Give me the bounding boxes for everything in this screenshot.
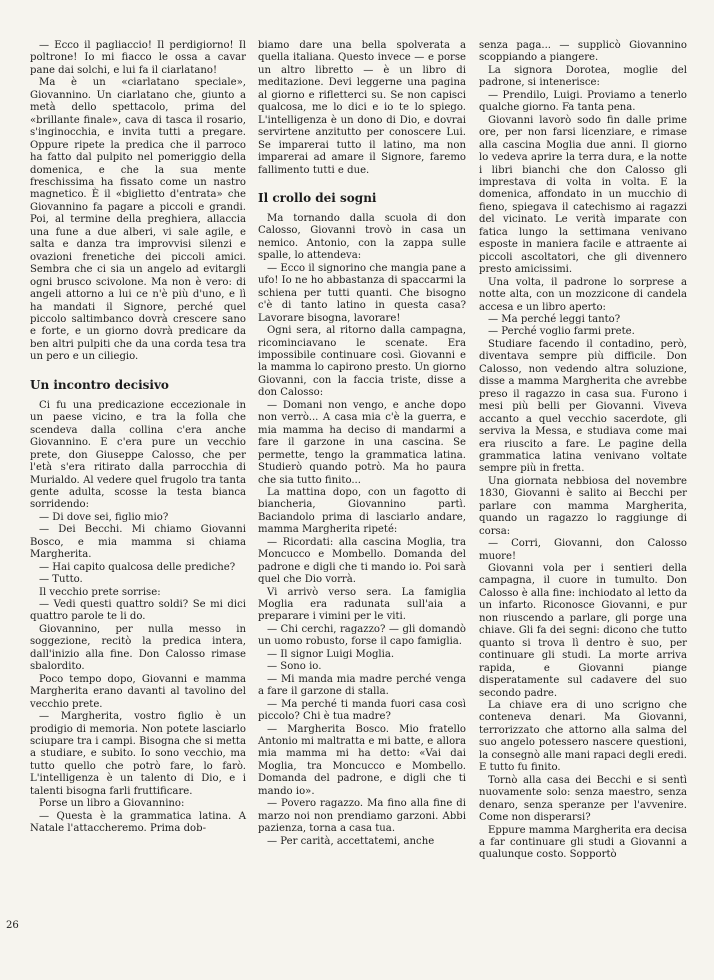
section-heading: Un incontro decisivo (30, 377, 169, 392)
paragraph: — Ecco il signorino che mangia pane a ufo! Io ne ho abbastanza di spaccarmi la schiena per tutti quanti. Che bisogno c'è di tanto latino in questa casa? Lavorare bisogna, lavorare! (258, 262, 466, 324)
paragraph: Vi arrivò verso sera. La famiglia Moglia era radunata sull'aia a preparare i vimini per le viti. (258, 586, 466, 623)
paragraph: — Margherita Bosco. Mio fratello Antonio mi maltratta e mi batte, e allora mia mamma mi ha detto: «Vai dai Moglia, tra Moncucco e Mombello. Domanda del padrone, e digli che ti mando io». (258, 723, 466, 797)
paragraph: La signora Dorotea, moglie del padrone, si intenerisce: (479, 64, 687, 89)
text-column-2 (258, 40, 466, 848)
paragraph: — Ricordati: alla cascina Moglia, tra Moncucco e Mombello. Domanda del padrone e digli che ti mando io. Poi sarà quel che Dio vorrà. (258, 536, 466, 586)
paragraph: — Corri, Giovanni, don Calosso muore! (479, 538, 687, 562)
paragraph: — Prendilo, Luigi. Proviamo a tenerlo qualche giorno. Fa tanta pena. (479, 89, 687, 114)
paragraph: senza paga... — supplicò Giovannino scoppiando a piangere. (479, 40, 687, 64)
paragraph: Una volta, il padrone lo sorprese a notte alta, con un mozzicone di candela accesa e un libro aperto: (479, 276, 687, 313)
paragraph: — Per carità, accettatemi, anche (267, 835, 435, 847)
paragraph: Poco tempo dopo, Giovanni e mamma Margherita erano davanti al tavolino del vecchio prete. (30, 673, 246, 710)
paragraph: biamo dare una bella spolverata a quella italiana. Questo invece — e porse un altro libretto — è un libro di meditazione. Devi leggerne una pagina al giorno e rifletterci su. Se non capisci qualcosa, me lo dici e io te lo spiego. L'intelligenza è un dono di Dio, e dovrai servirtene anzitutto per conoscere Lui. Se imparerai tutto il latino, ma non imparerai ad amare il Signore, faremo fallimento tutti e due. (258, 40, 466, 176)
paragraph: La chiave era di uno scrigno che conteneva denari. Ma Giovanni, terrorizzato che attorno alla salma del suo angelo potessero nascere questioni, la consegnò alle mani rapaci degli eredi. E tutto fu finito. (479, 700, 687, 774)
paragraph: Ma è un «ciarlatano speciale», Giovannino. Un ciarlatano che, giunto a metà dello spettacolo, prima del «brillante finale», cava di tasca il rosario, s'inginocchia, e invita tutti a pregare. Oppure ripete la predica che il parroco ha fatto dal pulpito nel pomeriggio della domenica, e che la sua mente freschissima ha fissato come un nastro magnetico. È il «biglietto d'entrata» che Giovannino fa pagare a piccoli e grandi. Poi, al termine della preghiera, allaccia una fune a due alberi, vi sale agile, e salta e danza tra improvvisi silenzi e ovazioni frenetiche dei piccoli amici. Sembra che ci sia un angelo ad evitargli ogni brusco scivolone. Ma non è vero: di angeli attorno a lui ce n'è più d'uno, e lì ha mandati il Signore, perché quel piccolo saltimbanco dovrà crescere sano e forte, e un giorno dovrà predicare da ben altri pulpiti che da una corda tesa tra un pero e un ciliegio. (30, 77, 246, 363)
paragraph: — Dei Becchi. Mi chiamo Giovanni Bosco, e mia mamma si chiama Margherita. (30, 524, 246, 561)
paragraph: Giovanni lavorò sodo fin dalle prime ore, per non farsi licenziare, e rimase alla cascina Moglia due anni. Il giorno lo vedeva aprire la terra dura, e la notte i libri bianchi che don Calosso gli imprestava di volta in volta. E la domenica, affondato in un mucchio di fieno, spiegava il catechismo ai ragazzi del vicinato. Le verità imparate con fatica lungo la settimana venivano esposte in maniera facile e attraente ai piccoli ascoltatori, che gli divennero presto amicissimi. (479, 114, 687, 276)
paragraph: Eppure mamma Margherita era decisa a far continuare gli studi a Giovanni a qualunque costo. Sopportò (479, 824, 687, 861)
paragraph: — Tutto. (39, 574, 83, 586)
paragraph: Una giornata nebbiosa del novembre 1830, Giovanni è salito ai Becchi per parlare con mamma Margherita, quando un ragazzo lo raggiunge di corsa: (479, 475, 687, 537)
paragraph: — Sono io. (267, 661, 322, 673)
paragraph: — Ecco il pagliaccio! Il perdigiorno! Il poltrone! Io mi fiacco le ossa a cavar pane dai solchi, e lui fa il ciarlatano! (30, 40, 246, 76)
paragraph: Ogni sera, al ritorno dalla campagna, ricominciavano le scenate. Era impossibile continuare così. Giovanni e la mamma lo capirono presto. Un giorno Giovanni, con la faccia triste, disse a don Calosso: (258, 325, 466, 399)
text-column-1 (30, 40, 246, 836)
paragraph: — Vedi questi quattro soldi? Se mi dici quattro parole te li do. (30, 599, 246, 623)
paragraph: La mattina dopo, con un fagotto di biancheria, Giovannino partì. Baciandolo prima di lasciarlo andare, mamma Margherita ripeté: (258, 486, 466, 536)
paragraph: — Questa è la grammatica latina. A Natale l'attaccheremo. Prima dob- (30, 810, 246, 835)
paragraph: Giovannino, per nulla messo in soggezione, recitò la predica intera, dall'inizio alla fine. Don Calosso rimase sbalordito. (30, 623, 246, 673)
paragraph: — Il signor Luigi Moglia. (267, 648, 395, 660)
text-column-3 (479, 40, 687, 862)
paragraph: Studiare facendo il contadino, però, diventava sempre più difficile. Don Calosso, non vedendo altra soluzione, disse a mamma Margherita che avrebbe preso il ragazzo in casa sua. Furono i mesi più belli per Giovanni. Viveva accanto a quel vecchio sacerdote, gli serviva la Messa, e studiava come mai era riuscito a fare. Le pagine della grammatica latina venivano voltate sempre più in fretta. (479, 338, 687, 475)
paragraph: — Hai capito qualcosa delle prediche? (39, 561, 236, 573)
paragraph: Porse un libro a Giovannino: (39, 798, 185, 810)
paragraph: — Margherita, vostro figlio è un prodigio di memoria. Non potete lasciarlo sciupare tra i campi. Bisogna che si metta a studiare, e subito. Io sono vecchio, ma tutto quello che potrò fare, lo farò. L'intelligenza è un talento di Dio, e i talenti bisogna farli fruttificare. (30, 711, 246, 797)
paragraph: — Ma perché ti manda fuori casa così piccolo? Chi è tua madre? (258, 698, 466, 723)
paragraph: — Ma perché leggi tanto? (488, 313, 621, 325)
paragraph: — Di dove sei, figlio mio? (39, 511, 169, 523)
section-heading: Il crollo dei sogni (258, 190, 377, 205)
paragraph: — Povero ragazzo. Ma fino alla fine di marzo noi non prendiamo garzoni. Abbi pazienza, torna a casa tua. (258, 798, 466, 835)
paragraph: — Mi manda mia madre perché venga a fare il garzone di stalla. (258, 673, 466, 698)
paragraph: — Perché voglio farmi prete. (488, 326, 635, 338)
page-number: 26 (6, 920, 19, 931)
paragraph: Giovanni vola per i sentieri della campagna, il cuore in tumulto. Don Calosso è alla fine: inchiodato al letto da un infarto. Riconosce Giovanni, e pur non riuscendo a parlare, gli porge una chiave. Gli fa dei segni: dicono che tutto quanto si trova lì dentro è suo, per continuare gli studi. La morte arriva rapida, e Giovanni piange disperatamente sul cadavere del suo secondo padre. (479, 563, 687, 699)
paragraph: — Chi cerchi, ragazzo? — gli domandò un uomo robusto, forse il capo famiglia. (258, 623, 466, 648)
paragraph: — Domani non vengo, e anche dopo non verrò... A casa mia c'è la guerra, e mia mamma ha deciso di mandarmi a fare il garzone in una cascina. Se permette, tengo la grammatica latina. Studierò quando potrò. Ma ho paura che sia tutto finito... (258, 399, 466, 486)
paragraph: Ci fu una predicazione eccezionale in un paese vicino, e tra la folla che scendeva dalla collina c'era anche Giovannino. E c'era pure un vecchio prete, don Giuseppe Calosso, che per l'età s'era ritirato dalla parrocchia di Murialdo. Al vedere quel frugolo tra tanta gente adulta, scosse la testa bianca sorridendo: (30, 399, 246, 511)
paragraph: Ma tornando dalla scuola di don Calosso, Giovanni trovò in casa un nemico. Antonio, con la zappa sulle spalle, lo attendeva: (258, 212, 466, 262)
paragraph: Tornò alla casa dei Becchi e si sentì nuovamente solo: senza maestro, senza denaro, senza speranze per l'avvenire. Come non disperarsi? (479, 774, 687, 824)
paragraph: Il vecchio prete sorrise: (39, 586, 161, 598)
